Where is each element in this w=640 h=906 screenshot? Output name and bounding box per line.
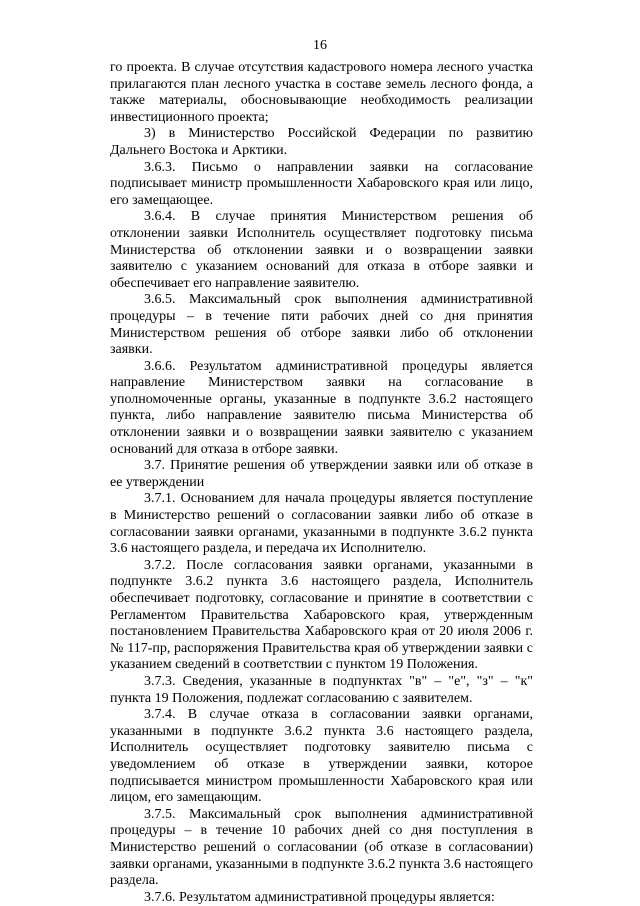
paragraph-item-3: 3) в Министерство Российской Федерации по развитию Дальнего Востока и Арктики. bbox=[110, 126, 533, 158]
paragraph-3-6-5: 3.6.5. Максимальный срок выполнения административной процедуры – в течение пяти рабочих дней со дня принятия Министерством решения об отборе заявки либо об отклонении заявки. bbox=[110, 292, 533, 358]
page-number: 16 bbox=[313, 38, 327, 53]
paragraph-3-7-6: 3.7.6. Результатом административной процедуры является: bbox=[144, 889, 495, 905]
section-heading-3-7: 3.7. Принятие решения об утверждении заявки или об отказе в ее утверждении bbox=[110, 458, 533, 490]
document-body bbox=[110, 60, 533, 906]
paragraph-3-6-3: 3.6.3. Письмо о направлении заявки на согласование подписывает министр промышленности Хабаровского края или лицо, его замещающее. bbox=[110, 159, 533, 208]
paragraph-3-7-3: 3.7.3. Сведения, указанные в подпунктах "в" – "е", "з" – "к" пункта 19 Положения, подлежат согласованию с заявителем. bbox=[110, 673, 533, 706]
paragraph-3-7-5: 3.7.5. Максимальный срок выполнения административной процедуры – в течение 10 рабочих дней со дня поступления в Министерство решений о согласовании (об отказе в согласовании) заявки органами, указанными в подпункте 3.6.2 пункта 3.6 настоящего раздела. bbox=[110, 806, 533, 889]
paragraph-3-7-1: 3.7.1. Основанием для начала процедуры является поступление в Министерство решений о согласовании заявки либо об отказе в согласовании заявки органами, указанными в подпункте 3.6.2 пункта 3.6 настоящего раздела, и передача их Исполнителю. bbox=[110, 491, 533, 557]
paragraph-continuation: го проекта. В случае отсутствия кадастрового номера лесного участка прилагаются план лесного участка в составе земель лесного фонда, а также материалы, обосновывающие необходимость реализации инвестиционного проекта; bbox=[110, 60, 533, 125]
paragraph-3-6-6: 3.6.6. Результатом административной процедуры является направление Министерством заявки на согласование в уполномоченные органы, указанные в подпункте 3.6.2 настоящего пункта, либо направление заявителю письма Министерства об отклонении заявки и о возвращении заявки заявителю с указанием оснований для отказа в отборе заявки. bbox=[110, 358, 533, 457]
paragraph-3-7-2: 3.7.2. После согласования заявки органами, указанными в подпункте 3.6.2 пункта 3.6 настоящего раздела, Исполнитель обеспечивает подготовку, согласование и принятие в соответствии с Регламентом Правительства Хабаровского края, утвержденным постановлением Правительства Хабаровского края от 20 июля 2006 г. № 117-пр, распоряжения Правительства края об утверждении заявки с указанием сведений в соответствии с пунктом 19 Положения. bbox=[110, 557, 533, 673]
paragraph-3-7-4: 3.7.4. В случае отказа в согласовании заявки органами, указанными в подпункте 3.6.2 пункта 3.6 настоящего раздела, Исполнитель осуществляет подготовку заявителю письма с уведомлением об отказе в утверждении заявки, которое подписывается министром промышленности Хабаровского края или лицом, его замещающим. bbox=[110, 707, 533, 806]
paragraph-3-6-4: 3.6.4. В случае принятия Министерством решения об отклонении заявки Исполнитель осуществляет подготовку письма Министерства об отклонении заявки и о возвращении заявки заявителю с указанием оснований для отказа в отборе заявки и обеспечивает его направление заявителю. bbox=[110, 209, 533, 291]
